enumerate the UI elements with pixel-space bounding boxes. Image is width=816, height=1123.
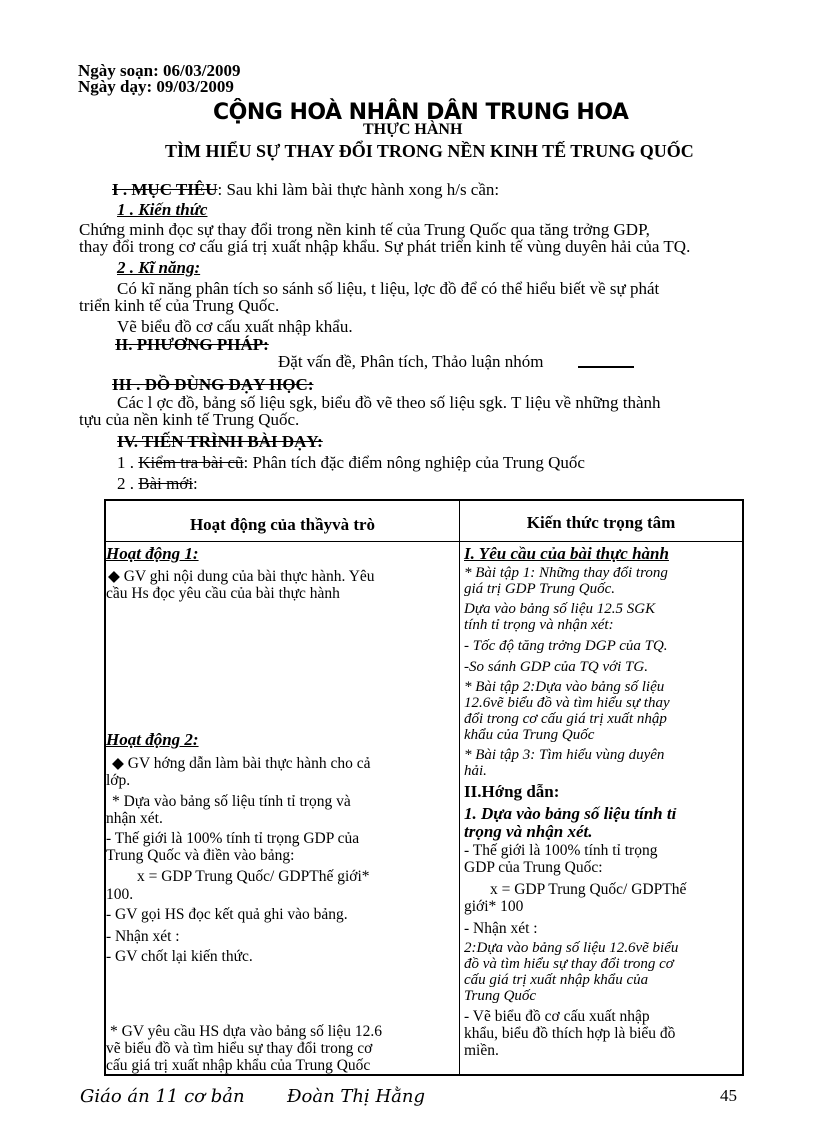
section-objectives-text: : Sau khi làm bài thực hành xong h/s cần: bbox=[217, 180, 500, 199]
page-number: 45 bbox=[720, 1086, 737, 1105]
activity-2-line-4: nhận xét. bbox=[106, 810, 163, 827]
activity-2-line-2: lớp. bbox=[106, 772, 131, 789]
activity-1-line-1: ◆ GV ghi nội dung của bài thực hành. Yêu bbox=[108, 568, 375, 585]
activity-3-line-2: vẽ biểu đồ và tìm hiểu sự thay đổi trong cơ bbox=[106, 1040, 373, 1057]
knowledge-line-r6: - Tốc độ tăng trởng DGP của TQ. bbox=[464, 638, 668, 654]
knowledge-line-r26: - Vẽ biểu đồ cơ cấu xuất nhập bbox=[464, 1008, 650, 1025]
activities-cell bbox=[105, 542, 460, 1076]
new-lesson-label: Bài mới bbox=[138, 474, 194, 493]
date-taught: Ngày dạy: 09/03/2009 bbox=[78, 77, 234, 96]
knowledge-line-r25: Trung Quốc bbox=[464, 988, 537, 1004]
activity-2-heading: Hoạt động 2: bbox=[106, 730, 199, 749]
methods-text: Đặt vấn đề, Phân tích, Thảo luận nhóm bbox=[278, 352, 544, 371]
knowledge-line-r9: 12.6vẽ biểu đồ và tìm hiểu sự thay bbox=[464, 695, 670, 711]
requirements-heading: I. Yêu cầu của bài thực hành bbox=[464, 544, 669, 563]
activity-1-heading: Hoạt động 1: bbox=[106, 544, 199, 563]
knowledge-line-r17: - Thế giới là 100% tính tỉ trọng bbox=[464, 842, 658, 859]
knowledge-line-r20: giới* 100 bbox=[464, 898, 524, 915]
knowledge-line-r10: đổi trong cơ cấu giá trị xuất nhập bbox=[464, 711, 667, 727]
methods-heading: II. PHƯƠNG PHÁP: bbox=[115, 335, 269, 354]
table-body-row bbox=[105, 542, 743, 1076]
knowledge-line-1: Chứng minh đọc sự thay đổi trong nền kinh tế của Trung Quốc qua tăng trởng GDP, bbox=[79, 220, 650, 239]
skills-heading: 2 . Kĩ năng: bbox=[117, 258, 201, 277]
knowledge-line-r7: -So sánh GDP của TQ với TG. bbox=[464, 659, 648, 675]
knowledge-heading: 1 . Kiến thức bbox=[117, 200, 208, 219]
new-lesson-colon: : bbox=[193, 474, 198, 493]
knowledge-line-r12: * Bài tập 3: Tìm hiểu vùng duyên bbox=[464, 747, 665, 763]
knowledge-line-r23: đồ và tìm hiểu sự thay đổi trong cơ bbox=[464, 956, 674, 972]
section-objectives bbox=[112, 181, 499, 199]
knowledge-line-r27: khẩu, biểu đồ thích hợp là biểu đồ bbox=[464, 1025, 676, 1042]
old-lesson-check bbox=[117, 454, 585, 472]
methods-underline bbox=[578, 366, 634, 368]
knowledge-line-r13: hải. bbox=[464, 763, 487, 779]
activity-2-line-3: * Dựa vào bảng số liệu tính tỉ trọng và bbox=[112, 793, 351, 810]
date-prepared: Ngày soạn: 06/03/2009 bbox=[78, 61, 241, 80]
knowledge-cell bbox=[460, 542, 744, 1076]
knowledge-line-r3: giá trị GDP Trung Quốc. bbox=[464, 581, 615, 597]
activity-3-line-3: cấu giá trị xuất nhập khẩu của Trung Quốc bbox=[106, 1057, 371, 1074]
activity-2-line-5: - Thế giới là 100% tính tỉ trọng GDP của bbox=[106, 830, 360, 847]
old-lesson-label: Kiểm tra bài cũ bbox=[138, 453, 244, 472]
new-lesson bbox=[117, 475, 198, 493]
knowledge-line-r22: 2:Dựa vào bảng số liệu 12.6vẽ biểu bbox=[464, 940, 679, 956]
knowledge-line-r21: - Nhận xét : bbox=[464, 920, 538, 937]
activity-2-line-10: - Nhận xét : bbox=[106, 928, 180, 945]
process-heading: IV. TIẾN TRÌNH BÀI DẠY: bbox=[117, 432, 323, 451]
skills-line-3: Vẽ biểu đồ cơ cấu xuất nhập khẩu. bbox=[117, 317, 353, 336]
footer-course: Giáo án 11 cơ bản bbox=[80, 1086, 245, 1107]
lesson-table bbox=[104, 499, 744, 1076]
knowledge-line-r19: x = GDP Trung Quốc/ GDPThế bbox=[490, 881, 687, 898]
knowledge-line-r11: khẩu của Trung Quốc bbox=[464, 727, 595, 743]
activity-2-line-1: ◆ GV hớng dẫn làm bài thực hành cho cả bbox=[112, 755, 371, 772]
activity-2-line-9: - GV gọi HS đọc kết quả ghi vào bảng. bbox=[106, 906, 348, 923]
section-objectives-label: I . MỤC TIÊU bbox=[112, 180, 218, 199]
knowledge-line-r28: miền. bbox=[464, 1042, 499, 1059]
activity-2-line-7: x = GDP Trung Quốc/ GDPThế giới* bbox=[137, 868, 370, 885]
footer-author: Đoàn Thị Hằng bbox=[287, 1086, 426, 1107]
knowledge-line-r24: cấu giá trị xuất nhập khẩu của bbox=[464, 972, 649, 988]
header-cell-activities bbox=[105, 500, 460, 542]
table-header-row bbox=[105, 500, 743, 542]
activity-2-line-11: - GV chốt lại kiến thức. bbox=[106, 948, 253, 965]
knowledge-line-r16: trọng và nhận xét. bbox=[464, 822, 593, 841]
knowledge-line-r15: 1. Dựa vào bảng số liệu tính tỉ bbox=[464, 804, 677, 823]
old-lesson-prefix: 1 . bbox=[117, 453, 139, 472]
skills-line-2: triển kinh tế của Trung Quốc. bbox=[79, 296, 280, 315]
col2-header: Kiến thức trọng tâm bbox=[526, 513, 676, 532]
guide-heading: II.Hớng dẫn: bbox=[464, 782, 560, 801]
subtitle: THỰC HÀNH bbox=[363, 121, 463, 138]
knowledge-line-r2: * Bài tập 1: Những thay đổi trong bbox=[464, 565, 668, 581]
activity-3-line-1: * GV yêu cầu HS dựa vào bảng số liệu 12.6 bbox=[110, 1023, 382, 1040]
knowledge-line-r4: Dựa vào bảng số liệu 12.5 SGK bbox=[464, 601, 656, 617]
old-lesson-text: : Phân tích đặc điểm nông nghiệp của Trung Quốc bbox=[243, 453, 585, 472]
knowledge-line-2: thay đổi trong cơ cấu giá trị xuất nhập khẩu. Sự phát triển kinh tế vùng duyên hải của TQ. bbox=[79, 237, 691, 256]
materials-line-1: Các l ợc đồ, bảng số liệu sgk, biểu đồ vẽ theo số liệu sgk. T liệu về những thành bbox=[117, 393, 661, 412]
country-title: CỘNG HOÀ NHÂN DÂN TRUNG HOA bbox=[213, 100, 629, 125]
col1-header: Hoạt động của thầyvà trò bbox=[189, 515, 376, 534]
knowledge-line-r5: tính tỉ trọng và nhận xét: bbox=[464, 617, 614, 633]
knowledge-line-r8: * Bài tập 2:Dựa vào bảng số liệu bbox=[464, 679, 665, 695]
header-cell-knowledge bbox=[460, 500, 744, 542]
skills-line-1: Có kĩ năng phân tích so sánh số liệu, t liệu, lợc đồ để có thể hiểu biết về sự phát bbox=[117, 279, 660, 298]
activity-1-line-2: cầu Hs đọc yêu cầu của bài thực hành bbox=[106, 585, 340, 602]
activity-2-line-6: Trung Quốc và điền vào bảng: bbox=[106, 847, 295, 864]
activity-2-line-8: 100. bbox=[106, 886, 134, 903]
new-lesson-prefix: 2 . bbox=[117, 474, 139, 493]
knowledge-line-r18: GDP của Trung Quốc: bbox=[464, 859, 603, 876]
materials-heading: III . ĐỒ DÙNG DẠY HỌC: bbox=[112, 375, 314, 394]
lesson-title: TÌM HIỂU SỰ THAY ĐỔI TRONG NỀN KINH TẾ TRUNG QUỐC bbox=[165, 141, 694, 161]
materials-line-2: tựu của nền kinh tế Trung Quốc. bbox=[79, 410, 300, 429]
